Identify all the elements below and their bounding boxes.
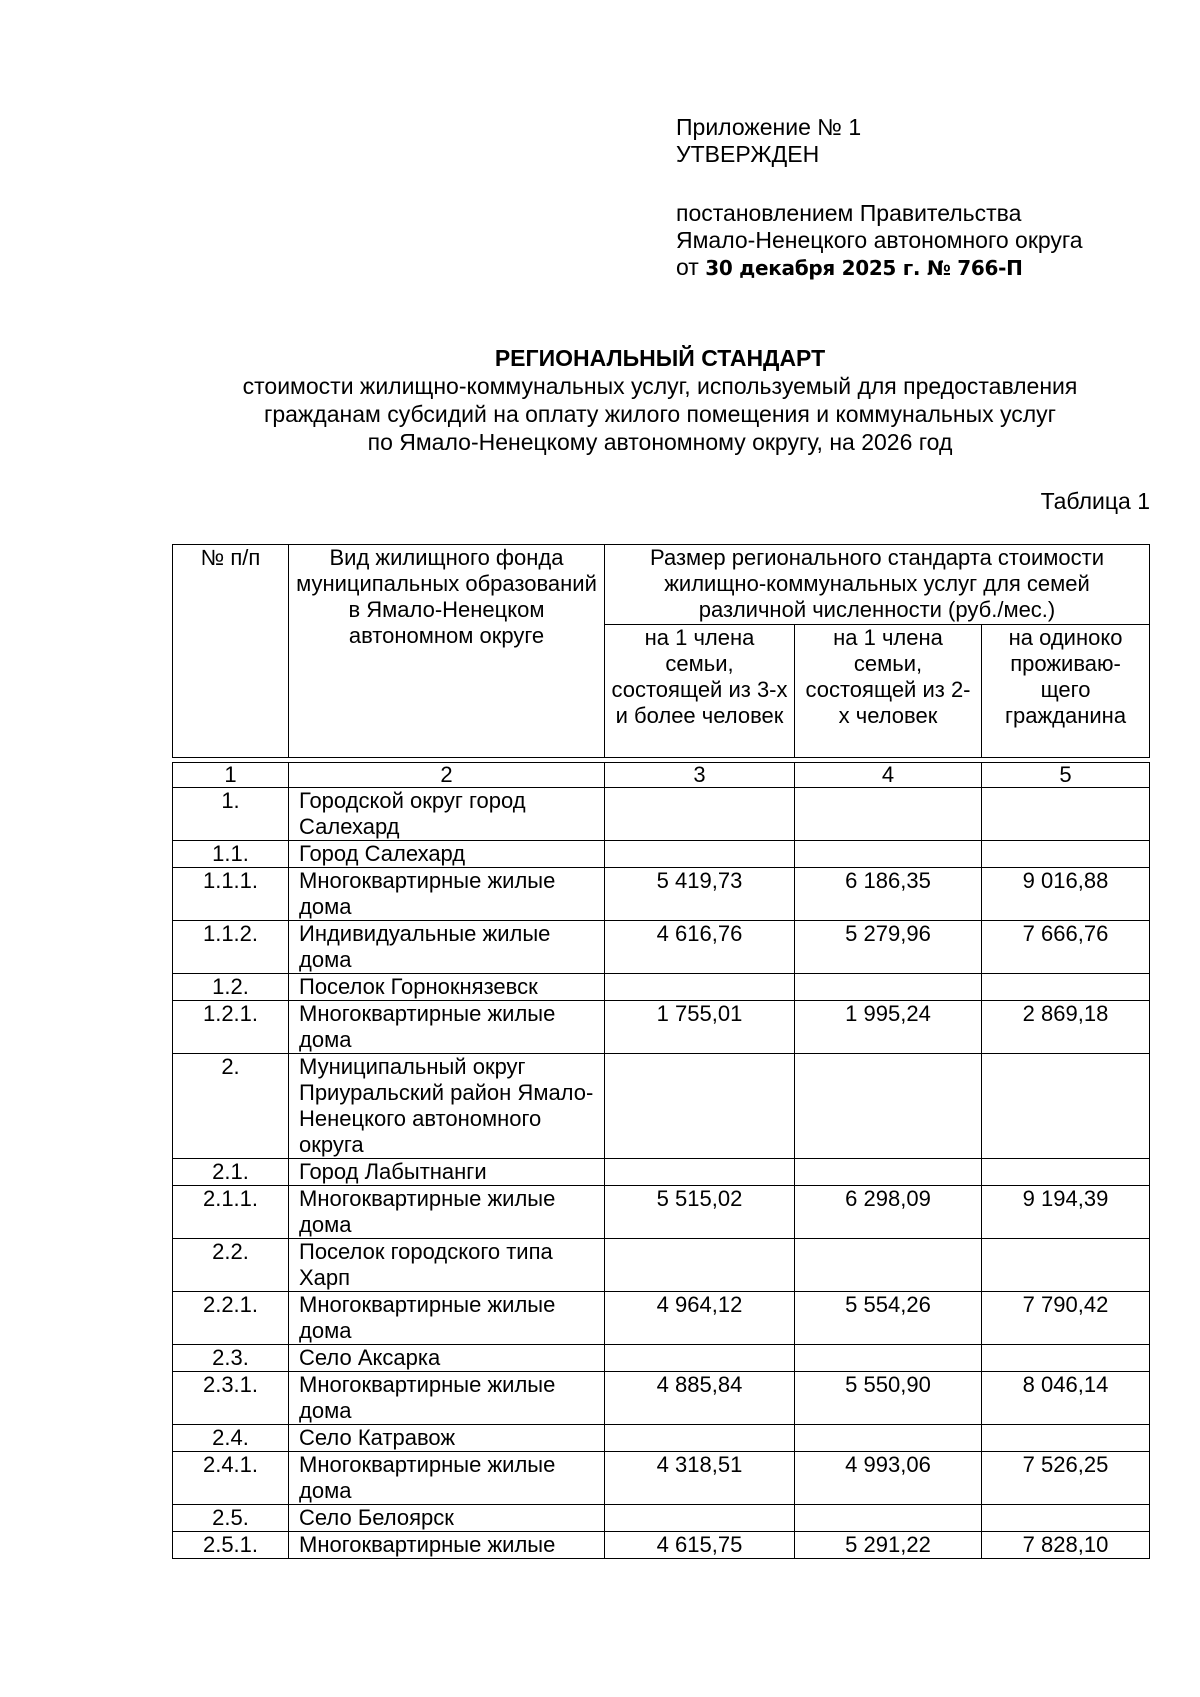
value-family-3plus [605,974,795,1001]
value-family-2: 5 291,22 [795,1532,982,1559]
value-single [982,1239,1150,1292]
value-family-2 [795,974,982,1001]
row-number: 2.3. [173,1345,289,1372]
row-housing-type: Город Салехард [289,841,605,868]
row-number: 2. [173,1054,289,1159]
table-row [173,974,1150,1001]
row-housing-type: Поселок Горнокнязевск [289,974,605,1001]
value-family-2 [795,1425,982,1452]
value-single [982,1345,1150,1372]
row-housing-type: Многоквартирные жилые дома [289,1292,605,1345]
row-number: 2.4.1. [173,1452,289,1505]
value-family-2: 5 279,96 [795,921,982,974]
table-row [173,1345,1150,1372]
header-col-family-2: на 1 члена семьи, состоящей из 2-х человек [795,625,982,758]
row-housing-type: Индивидуальные жилые дома [289,921,605,974]
value-single: 9 016,88 [982,868,1150,921]
column-number: 1 [173,763,289,788]
value-family-3plus [605,1239,795,1292]
table-row [173,1452,1150,1505]
value-family-2: 5 550,90 [795,1372,982,1425]
table-row [173,788,1150,841]
value-single: 7 666,76 [982,921,1150,974]
table-row [173,868,1150,921]
row-number: 1. [173,788,289,841]
value-single: 8 046,14 [982,1372,1150,1425]
title-subtitle-1: стоимости жилищно-коммунальных услуг, используемый для предоставления [242,373,1078,399]
header-group-standard-size: Размер регионального стандарта стоимости жилищно-коммунальных услуг для семей различной численности (руб./мес.) [605,545,1150,625]
government-name: Ямало-Ненецкого автономного округа [676,227,1083,253]
row-number: 2.2. [173,1239,289,1292]
table-header [172,544,1150,758]
row-housing-type: Село Аксарка [289,1345,605,1372]
value-single: 7 828,10 [982,1532,1150,1559]
value-family-2: 4 993,06 [795,1452,982,1505]
value-single [982,1159,1150,1186]
row-number: 1.1. [173,841,289,868]
table-row [173,1001,1150,1054]
table-row [173,1532,1150,1559]
value-family-2 [795,1239,982,1292]
row-number: 2.5. [173,1505,289,1532]
value-family-3plus [605,1345,795,1372]
row-number: 1.1.1. [173,868,289,921]
approved-label: УТВЕРЖДЕН [676,141,820,167]
value-family-2 [795,1505,982,1532]
row-housing-type: Город Лабытнанги [289,1159,605,1186]
row-housing-type: Муниципальный округ Приуральский район Ямало-Ненецкого автономного округа [289,1054,605,1159]
value-single: 9 194,39 [982,1186,1150,1239]
header-col-housing-type: Вид жилищного фонда муниципальных образований в Ямало-Ненецком автономном округе [289,545,605,758]
row-housing-type: Село Белоярск [289,1505,605,1532]
table-row [173,1505,1150,1532]
row-number: 2.3.1. [173,1372,289,1425]
row-housing-type: Село Катравож [289,1425,605,1452]
value-family-2: 5 554,26 [795,1292,982,1345]
value-family-2: 6 298,09 [795,1186,982,1239]
value-single: 2 869,18 [982,1001,1150,1054]
value-family-2 [795,841,982,868]
value-family-3plus: 4 964,12 [605,1292,795,1345]
title-main: РЕГИОНАЛЬНЫЙ СТАНДАРТ [494,345,826,371]
row-housing-type: Многоквартирные жилые дома [289,1372,605,1425]
value-family-3plus [605,788,795,841]
row-number: 1.2. [173,974,289,1001]
value-family-3plus: 4 318,51 [605,1452,795,1505]
row-housing-type: Многоквартирные жилые дома [289,868,605,921]
row-housing-type: Поселок городского типа Харп [289,1239,605,1292]
value-family-3plus [605,1425,795,1452]
table-row [173,1186,1150,1239]
table-row [173,1425,1150,1452]
value-family-3plus: 5 419,73 [605,868,795,921]
title-subtitle-3: по Ямало-Ненецкому автономному округу, на 2026 год [367,429,953,455]
row-number: 2.5.1. [173,1532,289,1559]
header-col-family-3plus: на 1 члена семьи, состоящей из 3-х и более человек [605,625,795,758]
value-family-3plus [605,841,795,868]
appendix-number: Приложение № 1 [676,114,862,140]
value-single: 7 790,42 [982,1292,1150,1345]
value-single [982,1505,1150,1532]
value-family-3plus [605,1505,795,1532]
table-row [173,1292,1150,1345]
row-number: 1.1.2. [173,921,289,974]
table-row [173,1054,1150,1159]
value-single [982,788,1150,841]
value-family-3plus: 4 616,76 [605,921,795,974]
table-row [173,1372,1150,1425]
header-col-number: № п/п [173,545,289,758]
header-col-single: на одиноко проживаю-щего гражданина [982,625,1150,758]
value-family-3plus: 1 755,01 [605,1001,795,1054]
value-single [982,1425,1150,1452]
resolution-line: постановлением Правительства [676,200,1022,226]
resolution-date-line [676,254,1083,282]
row-number: 2.4. [173,1425,289,1452]
row-housing-type: Многоквартирные жилые дома [289,1452,605,1505]
column-numbers-row [173,763,1150,788]
row-number: 2.1.1. [173,1186,289,1239]
row-number: 2.1. [173,1159,289,1186]
table-row [173,841,1150,868]
title-subtitle-2: гражданам субсидий на оплату жилого помещения и коммунальных услуг [263,401,1057,427]
row-number: 1.2.1. [173,1001,289,1054]
table-row [173,921,1150,974]
date-prefix: от [676,254,699,280]
value-family-2: 1 995,24 [795,1001,982,1054]
value-single [982,841,1150,868]
column-number: 2 [289,763,605,788]
value-single: 7 526,25 [982,1452,1150,1505]
column-number: 3 [605,763,795,788]
value-family-3plus [605,1159,795,1186]
resolution-date: 30 декабря 2025 г. № 766-П [705,256,1023,280]
table-row [173,1239,1150,1292]
value-family-3plus: 4 615,75 [605,1532,795,1559]
row-housing-type: Многоквартирные жилые дома [289,1001,605,1054]
value-family-2 [795,1345,982,1372]
document-title [150,344,1170,456]
value-family-2 [795,1054,982,1159]
table-body [172,762,1150,1559]
value-family-3plus: 5 515,02 [605,1186,795,1239]
table-label: Таблица 1 [1040,488,1150,514]
value-family-3plus: 4 885,84 [605,1372,795,1425]
value-single [982,1054,1150,1159]
approval-block [676,114,1083,282]
value-family-2: 6 186,35 [795,868,982,921]
value-family-2 [795,1159,982,1186]
row-number: 2.2.1. [173,1292,289,1345]
column-number: 4 [795,763,982,788]
value-family-2 [795,788,982,841]
value-single [982,974,1150,1001]
column-number: 5 [982,763,1150,788]
row-housing-type: Многоквартирные жилые [289,1532,605,1559]
table-row [173,1159,1150,1186]
row-housing-type: Городской округ город Салехард [289,788,605,841]
value-family-3plus [605,1054,795,1159]
row-housing-type: Многоквартирные жилые дома [289,1186,605,1239]
